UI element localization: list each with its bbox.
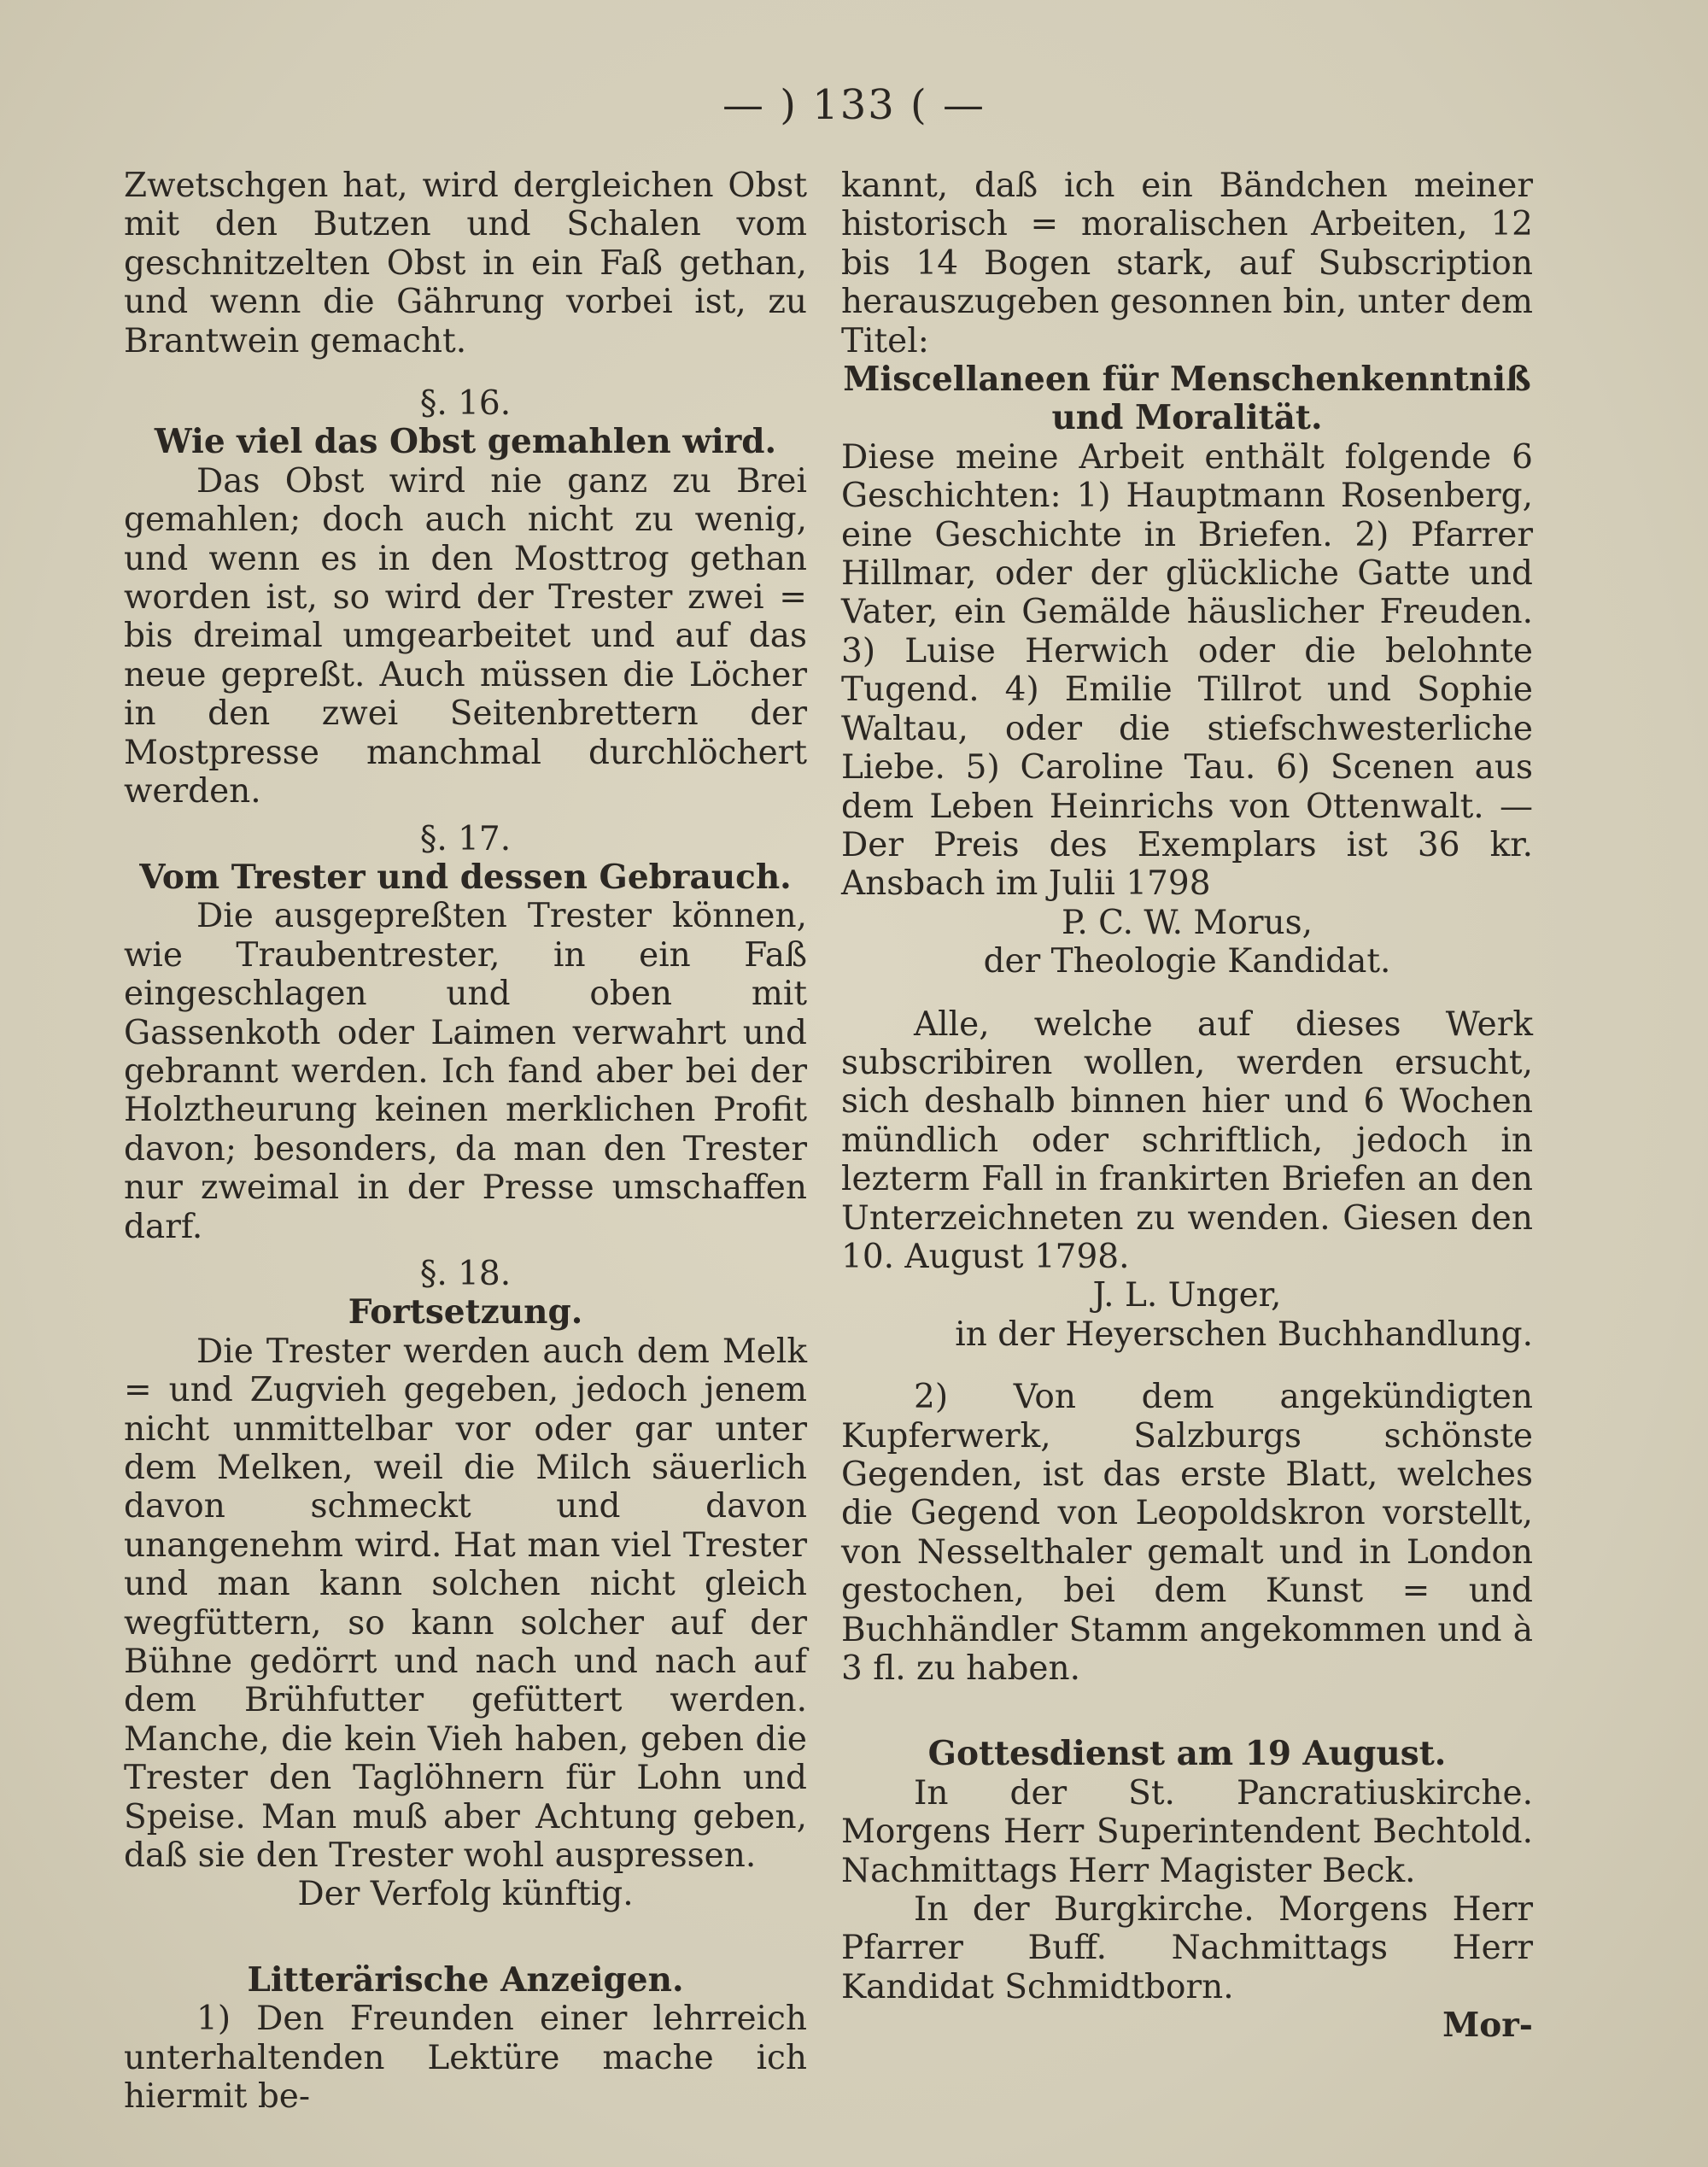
catchword: Mor- bbox=[1442, 2006, 1533, 2046]
church-service-burgkirche: In der Burgkirche. Morgens Herr Pfarrer Buff. Nachmittags Herr Kandidat Schmidtborn. bbox=[841, 1890, 1533, 2006]
church-service-pancratius: In der St. Pancratiuskirche. Morgens Herr Superintendent Bechtold. Nachmittags Herr Magister Beck. bbox=[841, 1773, 1533, 1890]
section-17-title: Vom Trester und dessen Gebrauch. bbox=[139, 857, 792, 897]
right-column bbox=[841, 167, 1533, 2046]
fruit-brandy-paragraph: Zwetschgen hat, wird dergleichen Obst mit den Butzen und Schalen vom geschnitzelten Obst in ein Faß gethan, und wenn die Gährung vorbei ist, zu Brantwein gemacht. bbox=[124, 167, 807, 360]
section-17-number: §. 17. bbox=[419, 819, 512, 858]
literary-notice-2: 2) Von dem angekündigten Kupferwerk, Salzburgs schönste Gegenden, ist das erste Blatt, welches die Gegend von Leopoldskron vorstellt, von Nesselthaler gemalt und in London gestochen, bei dem Kunst = und Buchhändler Stamm angekommen und à 3 fl. zu haben. bbox=[841, 1378, 1533, 1689]
signature-2-name: J. L. Unger, bbox=[1092, 1276, 1282, 1315]
section-16-number: §. 16. bbox=[419, 384, 512, 424]
signature-2-title: in der Heyerschen Buchhandlung. bbox=[955, 1315, 1533, 1354]
section-18-number: §. 18. bbox=[419, 1254, 512, 1293]
signature-1-title: der Theologie Kandidat. bbox=[983, 942, 1391, 981]
book-contents: Diese meine Arbeit enthält folgende 6 Geschichten: 1) Hauptmann Rosenberg, eine Geschichte in Briefen. 2) Pfarrer Hillmar, oder der glückliche Gatte und Vater, ein Gemälde häuslicher Freuden. 3) Luise Herwich oder die belohnte Tugend. 4) Emilie Tillrot und Sophie Waltau, oder die stiefschwesterliche Liebe. 5) Caroline Tau. 6) Scenen aus dem Leben Heinrichs von Ottenwalt. — Der Preis des Exemplars ist 36 kr. Ansbach im Julii 1798 bbox=[841, 437, 1533, 904]
section-18-title: Fortsetzung. bbox=[348, 1292, 583, 1332]
church-service-title: Gottesdienst am 19 August. bbox=[927, 1734, 1447, 1774]
section-18-text: Die Trester werden auch dem Melk = und Zugvieh gegeben, jedoch jenem nicht unmittelbar vor oder gar unter dem Melken, weil die Milch säuerlich davon schmeckt und davon unangenehm wird. Hat man viel Trester und man kann solchen nicht gleich wegfüttern, so kann solcher auf der Bühne gedörrt und nach und nach auf dem Brühfutter gefüttert werden. Manche, die kein Vieh haben, geben die Trester den Taglöhnern für Lohn und Speise. Man muß aber Achtung geben, daß sie den Trester wohl auspressen. bbox=[124, 1332, 807, 1876]
continued-note: Der Verfolg künftig. bbox=[297, 1875, 634, 1914]
book-title: Miscellaneen für Menschenkenntniß und Moralität. bbox=[843, 360, 1531, 438]
left-column bbox=[124, 167, 807, 2117]
section-17-text: Die ausgepreßten Trester können, wie Traubentrester, in ein Faß eingeschlagen und oben mit Gassenkoth oder Laimen verwahrt und gebrannt werden. Ich fand aber bei der Holztheurung keinen merklichen Profit davon; besonders, da man den Trester nur zweimal in der Presse umschaffen darf. bbox=[124, 897, 807, 1246]
section-16-title: Wie viel das Obst gemahlen wird. bbox=[154, 422, 777, 462]
subscription-announcement: kannt, daß ich ein Bändchen meiner historisch = moralischen Arbeiten, 12 bis 14 Bogen stark, auf Subscription herauszugeben gesonnen bin, unter dem Titel: bbox=[841, 167, 1533, 360]
signature-1-name: P. C. W. Morus, bbox=[1061, 903, 1313, 942]
section-16-text: Das Obst wird nie ganz zu Brei gemahlen; doch auch nicht zu wenig, und wenn es in den Mosttrog gethan worden ist, so wird der Trester zwei = bis dreimal umgearbeitet und auf das neue gepreßt. Auch müssen die Löcher in den zwei Seitenbrettern der Mostpresse manchmal durchlöchert werden. bbox=[124, 461, 807, 811]
page-number-header: — ) 133 ( — bbox=[722, 81, 986, 129]
literary-notice-1-start: 1) Den Freunden einer lehrreich unterhaltenden Lektüre mache ich hiermit be- bbox=[124, 2000, 807, 2117]
subscription-instructions: Alle, welche auf dieses Werk subscribiren wollen, werden ersucht, sich deshalb binnen hier und 6 Wochen mündlich oder schriftlich, jedoch in lezterm Fall in frankirten Briefen an den Unterzeichneten zu wenden. Giesen den 10. August 1798. bbox=[841, 1004, 1533, 1276]
literary-notices-title: Litterärische Anzeigen. bbox=[247, 1959, 684, 2000]
